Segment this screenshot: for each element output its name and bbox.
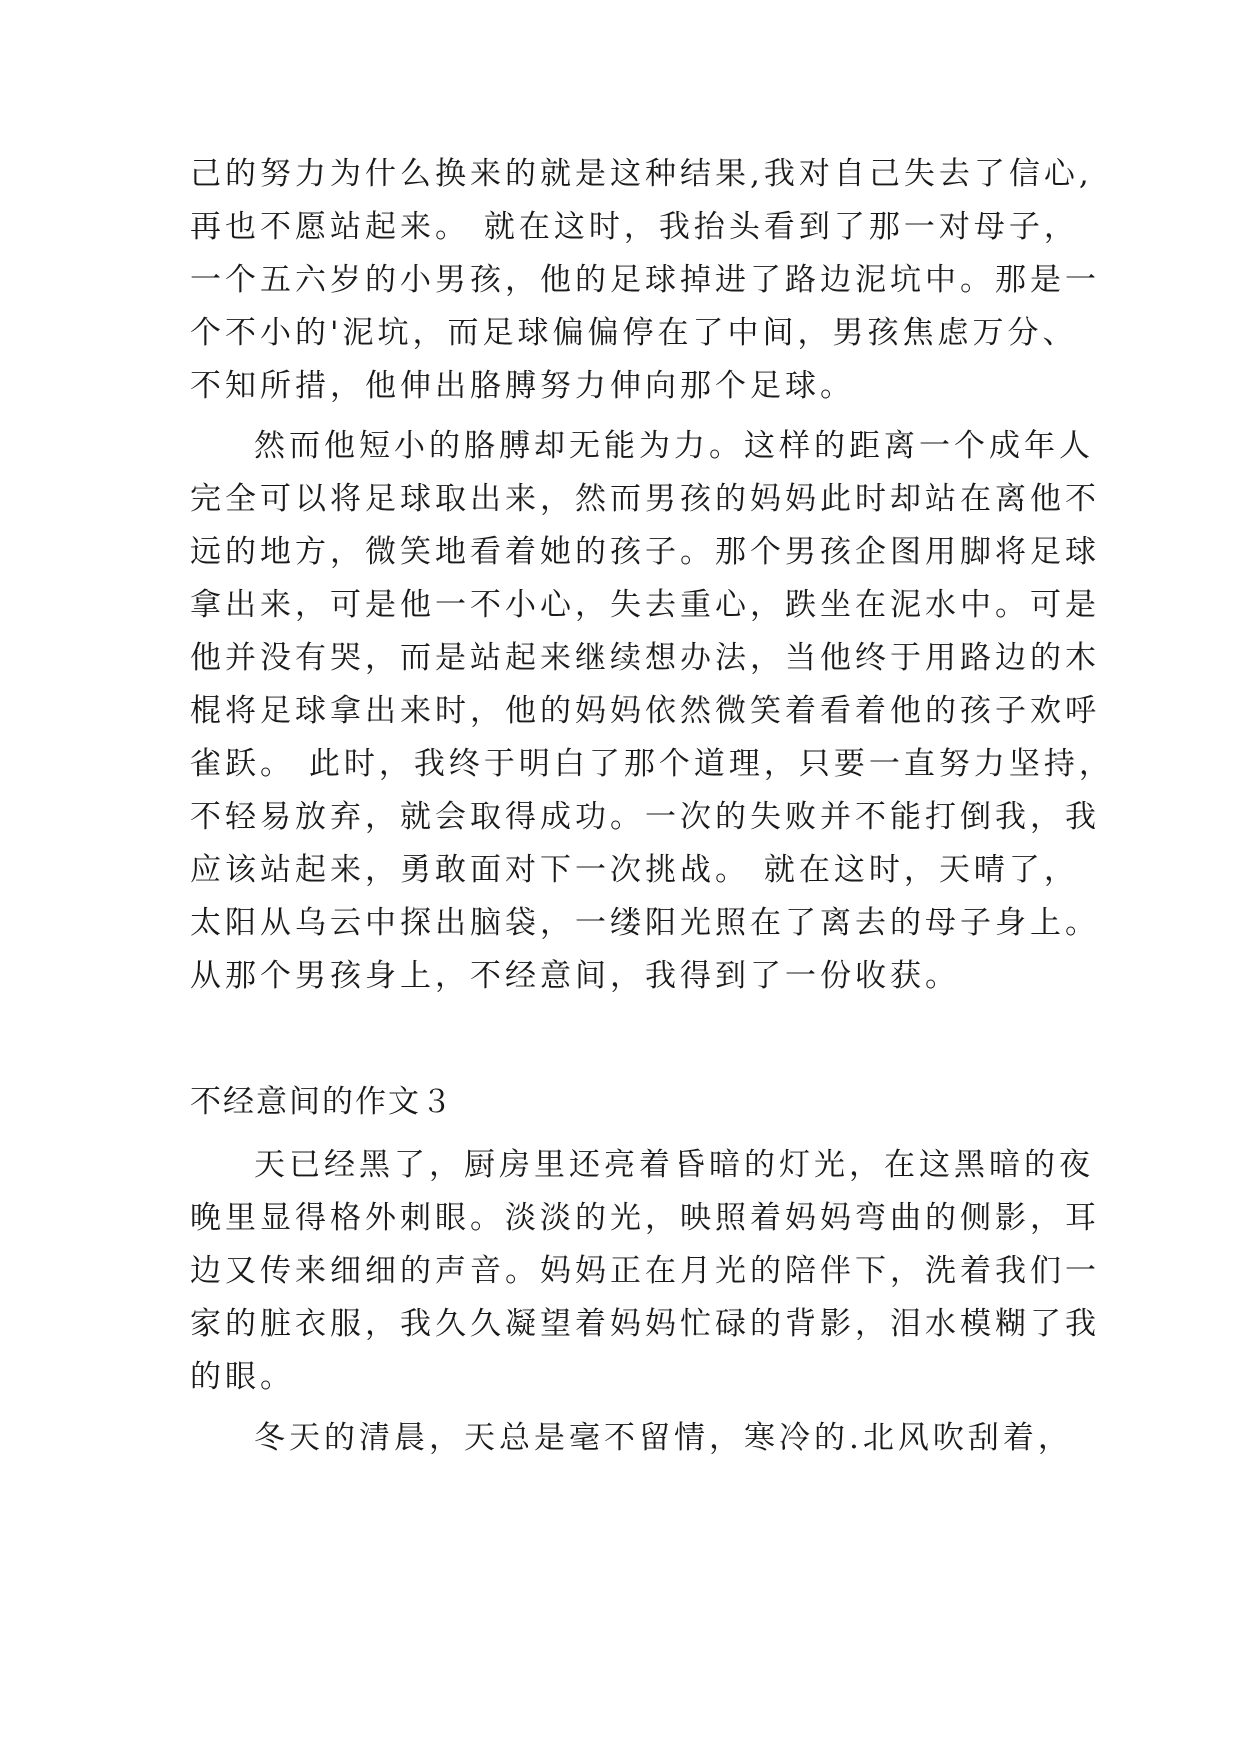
text-line: 他并没有哭，而是站起来继续想办法，当他终于用路边的木 [190, 640, 1100, 676]
text-line: 应该站起来，勇敢面对下一次挑战。 就在这时，天晴了， [190, 852, 1079, 888]
text-line: 家的脏衣服，我久久凝望着妈妈忙碌的背影，泪水模糊了我 [190, 1306, 1100, 1342]
text-line: 完全可以将足球取出来，然而男孩的妈妈此时却站在离他不 [190, 481, 1100, 517]
text-line: 己的努力为什么换来的就是这种结果,我对自己失去了信心, [190, 156, 1093, 192]
text-line: 雀跃。 此时，我终于明白了那个道理，只要一直努力坚持， [190, 746, 1114, 782]
text-line: 远的地方，微笑地看着她的孩子。那个男孩企图用脚将足球 [190, 534, 1100, 570]
text-line: 个不小的'泥坑，而足球偏偏停在了中间，男孩焦虑万分、 [190, 315, 1078, 351]
text-line: 太阳从乌云中探出脑袋，一缕阳光照在了离去的母子身上。 [190, 905, 1100, 941]
section-heading: 不经意间的作文３ [190, 1084, 454, 1120]
text-line: 从那个男孩身上，不经意间，我得到了一份收获。 [190, 958, 960, 994]
text-line: 再也不愿站起来。 就在这时，我抬头看到了那一对母子， [190, 209, 1079, 245]
text-line: 一个五六岁的小男孩，他的足球掉进了路边泥坑中。那是一 [190, 262, 1100, 298]
paragraph-first-line: 然而他短小的胳膊却无能为力。这样的距离一个成年人 [254, 428, 1094, 464]
paragraph-first-line: 冬天的清晨，天总是毫不留情，寒冷的.北风吹刮着， [254, 1420, 1073, 1456]
text-line: 边又传来细细的声音。妈妈正在月光的陪伴下，洗着我们一 [190, 1253, 1100, 1289]
text-line: 拿出来，可是他一不小心，失去重心，跌坐在泥水中。可是 [190, 587, 1100, 623]
text-line: 不知所措，他伸出胳膊努力伸向那个足球。 [190, 368, 855, 404]
text-line: 晚里显得格外刺眼。淡淡的光，映照着妈妈弯曲的侧影，耳 [190, 1200, 1100, 1236]
text-line: 不轻易放弃，就会取得成功。一次的失败并不能打倒我，我 [190, 799, 1100, 835]
text-line: 的眼。 [190, 1359, 295, 1395]
text-line: 棍将足球拿出来时，他的妈妈依然微笑着看着他的孩子欢呼 [190, 693, 1100, 729]
paragraph-first-line: 天已经黑了，厨房里还亮着昏暗的灯光，在这黑暗的夜 [254, 1147, 1094, 1183]
